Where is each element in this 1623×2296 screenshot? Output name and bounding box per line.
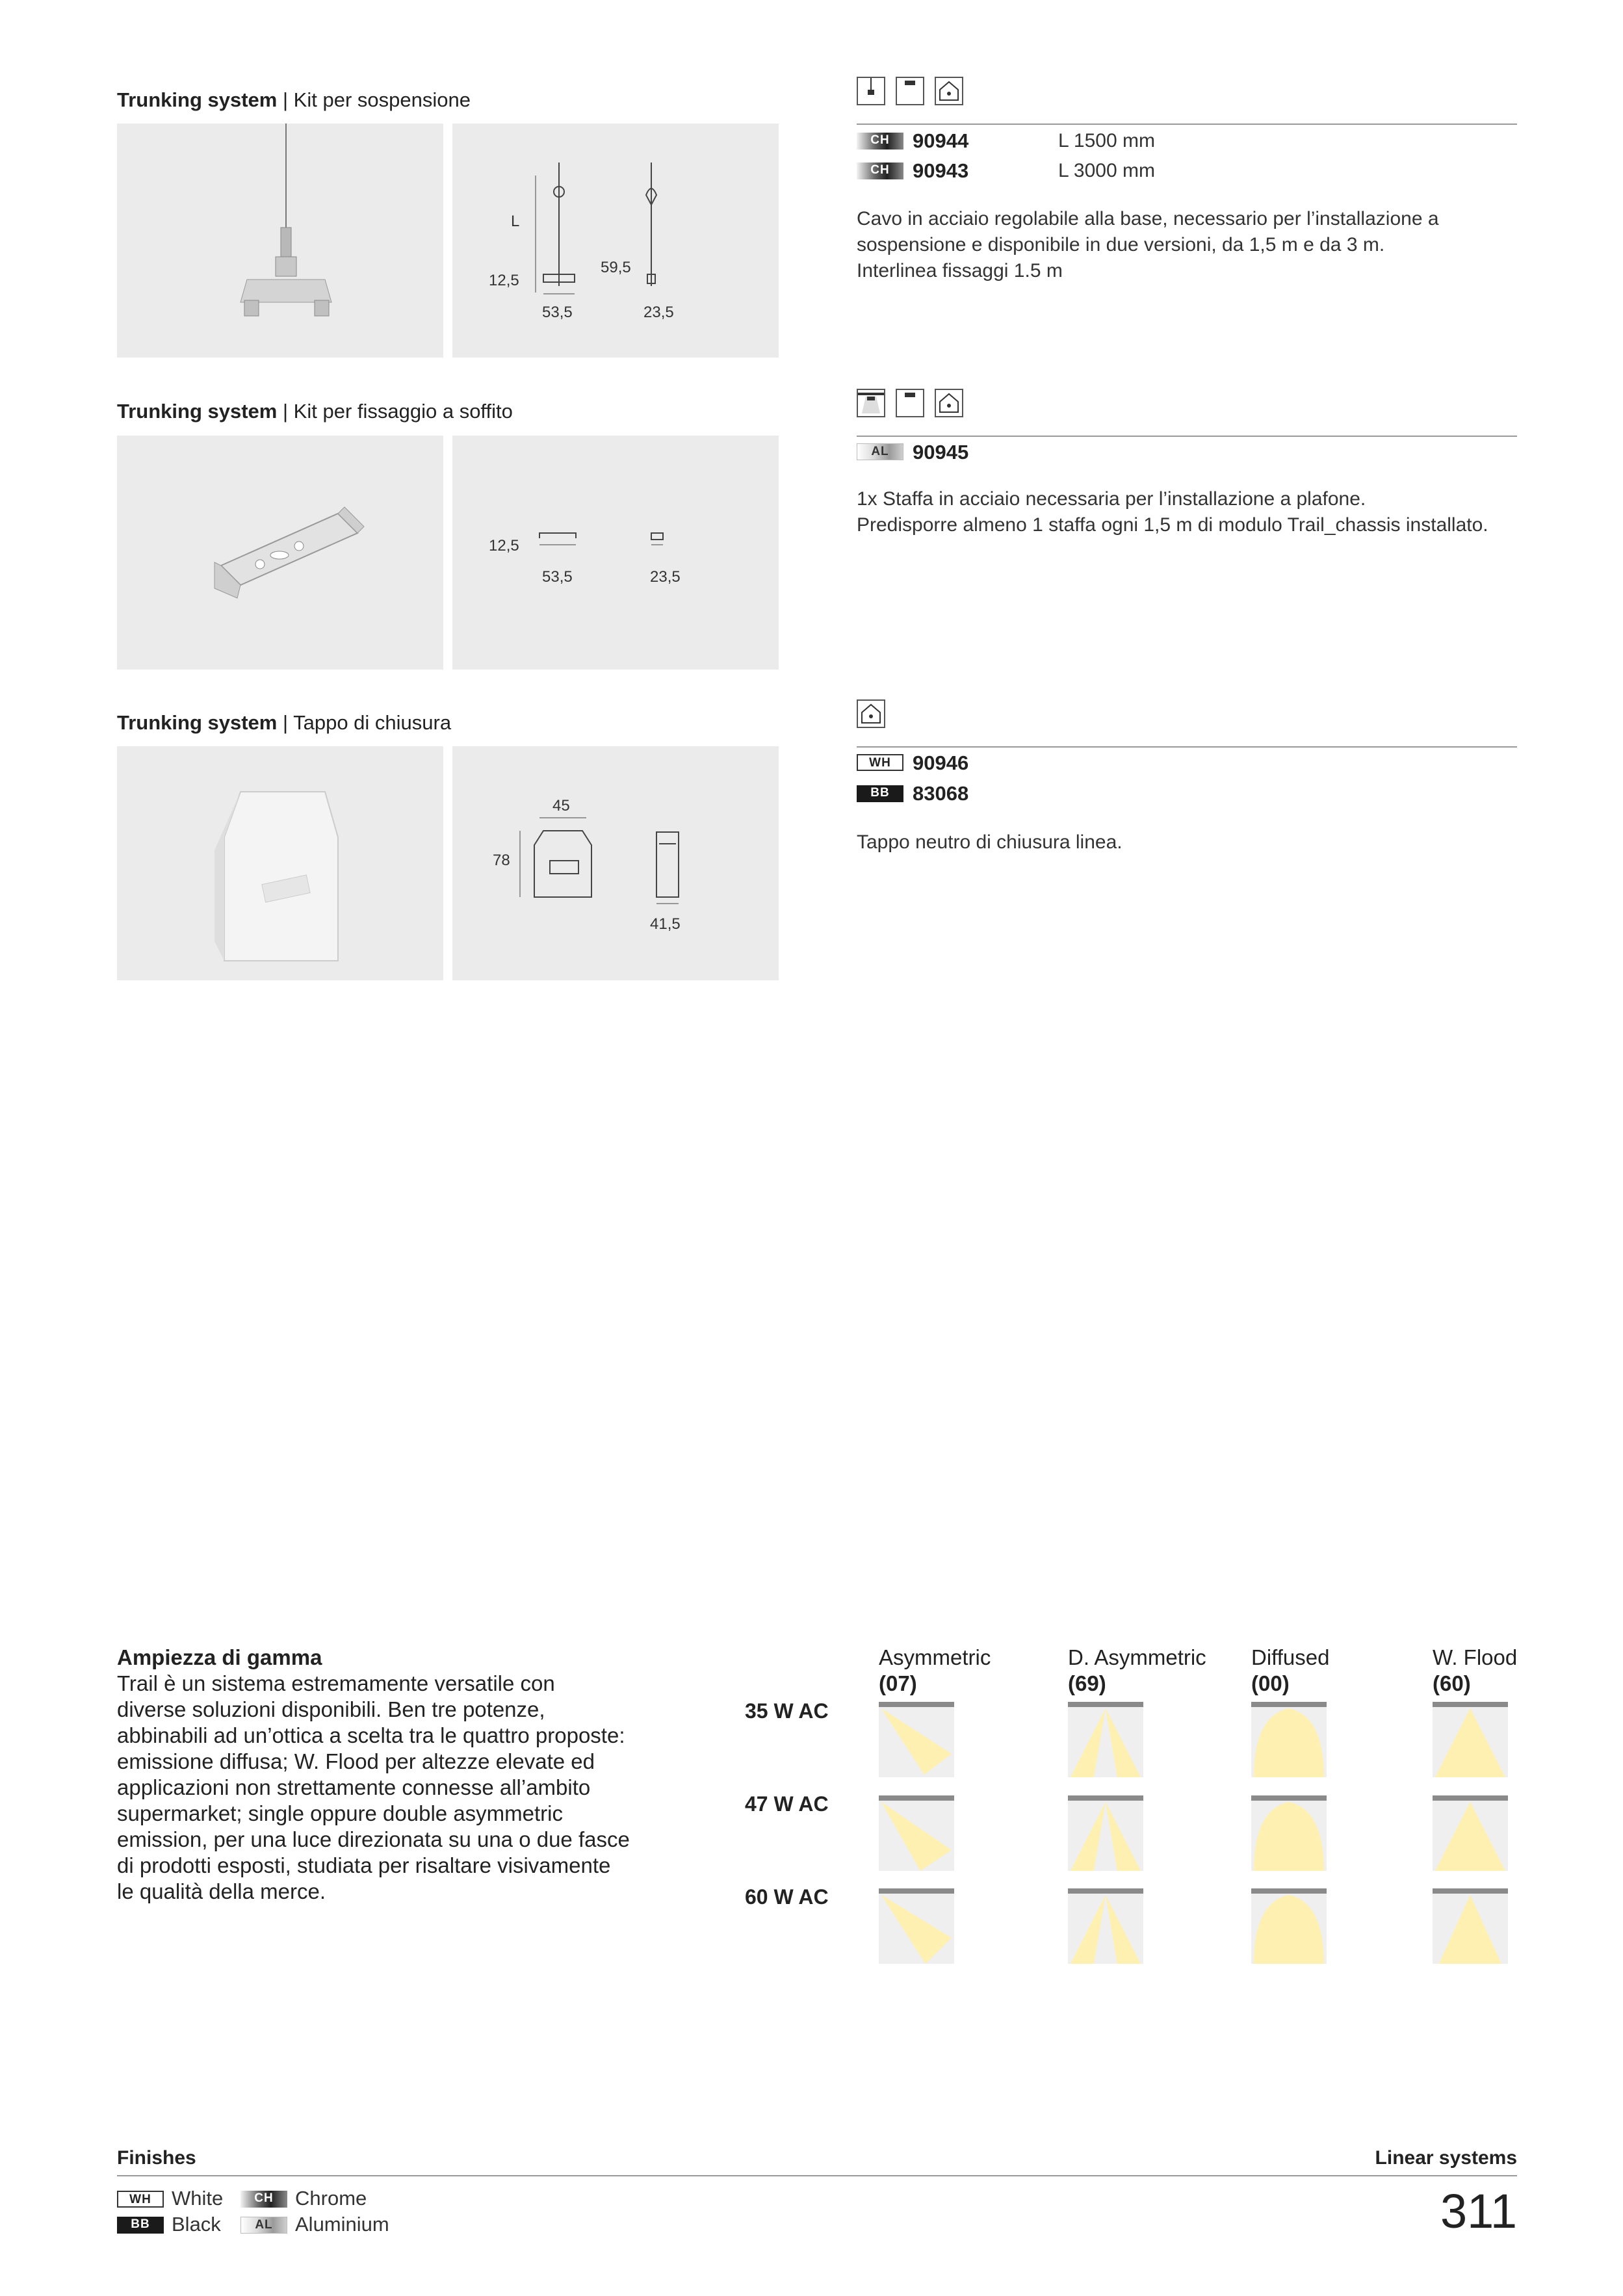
finish-badge: CH — [857, 133, 903, 150]
optic-column-diffused: Diffused (00) — [1251, 1645, 1330, 1695]
range-text-block: Ampiezza di gamma Trail è un sistema estremamente versatile con diverse soluzioni disponibili. Ben tre potenze, abbinabili ad un’ottica a scelta tra le quattro proposte: emissione diffusa; W. Flood per altezze elevate ed applicazioni non strettamente connesse all’ambito supermarket; single oppure double asymmetric emission, per una luce direzionata su una o due fasce di prodotti esposti, studiata per risaltare visivamente le qualità della merce. — [117, 1645, 650, 1905]
product-photo-panel — [117, 746, 443, 980]
beam-w-flood-60w — [1433, 1888, 1508, 1964]
power-label: 47 W AC — [745, 1792, 829, 1816]
beam-diffused-60w — [1251, 1888, 1327, 1964]
section-title-sep: | — [282, 711, 289, 734]
finish-legend-label: Aluminium — [295, 2213, 389, 2236]
dimension-height: 12,5 — [489, 272, 519, 289]
footer-section-title: Linear systems — [1375, 2147, 1517, 2169]
finish-badge: WH — [857, 754, 903, 771]
finish-badge: AL — [857, 443, 903, 460]
beam-diffused-47w — [1251, 1795, 1327, 1871]
finish-legend-label: White — [172, 2187, 224, 2210]
product-description: 1x Staffa in acciaio necessaria per l’installazione a plafone. Predisporre almeno 1 staffa ogni 1,5 m di modulo Trail_chassis installato. — [857, 488, 1488, 536]
product-photo-panel — [117, 124, 443, 358]
section-title — [117, 711, 451, 735]
product-photo-panel — [117, 436, 443, 670]
finish-legend-label: Black — [172, 2213, 221, 2236]
divider — [857, 124, 1517, 125]
optic-column-w-flood: W. Flood (60) — [1433, 1645, 1518, 1695]
section-title — [117, 400, 513, 423]
finish-legend-badge: CH — [240, 2191, 287, 2208]
install-ceiling-icon — [896, 77, 924, 105]
beam-asymmetric-35w — [879, 1702, 954, 1777]
range-heading: Ampiezza di gamma — [117, 1645, 322, 1669]
install-indoor-icon — [935, 77, 963, 105]
beam-asymmetric-47w — [879, 1795, 954, 1871]
dimension-depth: 41,5 — [650, 915, 681, 933]
dimension-width: 53,5 — [542, 304, 573, 321]
install-surface-icon — [857, 389, 885, 417]
product-spec: L 1500 mm — [1058, 130, 1155, 151]
product-code: 90943 — [913, 159, 969, 182]
divider — [857, 436, 1517, 437]
technical-drawing-panel — [452, 124, 779, 358]
dimension-width: 53,5 — [542, 568, 573, 586]
footer-finishes-title: Finishes — [117, 2147, 196, 2169]
optic-column-asymmetric: Asymmetric (07) — [879, 1645, 991, 1695]
beam-d-asymmetric-60w — [1068, 1888, 1143, 1964]
divider — [857, 746, 1517, 748]
finish-legend-label: Chrome — [295, 2187, 367, 2210]
product-spec: L 3000 mm — [1058, 160, 1155, 181]
install-suspended-icon — [857, 77, 885, 105]
product-description: Cavo in acciaio regolabile alla base, necessario per l’installazione a sospensione e disponibile in due versioni, da 1,5 m e da 3 m. Interlinea fissaggi 1.5 m — [857, 208, 1439, 281]
section-title-sep: | — [282, 88, 289, 111]
beam-w-flood-47w — [1433, 1795, 1508, 1871]
finish-legend-badge: BB — [117, 2217, 164, 2234]
product-code: 90946 — [913, 751, 969, 774]
section-title — [117, 88, 471, 112]
section-title-sep: | — [282, 400, 289, 423]
beam-asymmetric-60w — [879, 1888, 954, 1964]
finish-legend-badge: AL — [240, 2217, 287, 2234]
dimension-height-2: 59,5 — [601, 259, 631, 276]
install-indoor-icon — [935, 389, 963, 417]
footer-divider — [117, 2175, 1517, 2176]
section-title-rest: Kit per sospensione — [293, 88, 471, 111]
section-title-bold: Trunking system — [117, 88, 278, 111]
finish-badge: BB — [857, 785, 903, 802]
dimension-l: L — [511, 213, 520, 230]
dimension-width: 45 — [552, 797, 570, 815]
suspension-kit-drawing — [452, 124, 779, 358]
power-label: 35 W AC — [745, 1699, 829, 1723]
section-title-rest: Tappo di chiusura — [293, 711, 452, 734]
dimension-width-2: 23,5 — [650, 568, 681, 586]
install-ceiling-icon — [896, 389, 924, 417]
end-cap-image — [117, 746, 443, 980]
ceiling-bracket-image — [117, 436, 443, 670]
beam-diffused-35w — [1251, 1702, 1327, 1777]
section-title-bold: Trunking system — [117, 400, 278, 423]
beam-d-asymmetric-47w — [1068, 1795, 1143, 1871]
product-code: 90944 — [913, 129, 969, 152]
finish-badge: CH — [857, 163, 903, 179]
suspension-kit-image — [117, 124, 443, 358]
finish-legend-badge: WH — [117, 2191, 164, 2208]
dimension-width-2: 23,5 — [643, 304, 674, 321]
dimension-height: 78 — [493, 852, 510, 869]
product-description: Tappo neutro di chiusura linea. — [857, 831, 1123, 853]
power-label: 60 W AC — [745, 1885, 829, 1909]
page-number: 311 — [1440, 2184, 1517, 2238]
section-title-bold: Trunking system — [117, 711, 278, 734]
product-code: 90945 — [913, 441, 969, 463]
beam-d-asymmetric-35w — [1068, 1702, 1143, 1777]
optic-column-d-asymmetric: D. Asymmetric (69) — [1068, 1645, 1206, 1695]
product-code: 83068 — [913, 782, 969, 805]
install-indoor-icon — [857, 699, 885, 728]
beam-w-flood-35w — [1433, 1702, 1508, 1777]
dimension-height: 12,5 — [489, 537, 519, 554]
section-title-rest: Kit per fissaggio a soffito — [293, 400, 513, 423]
